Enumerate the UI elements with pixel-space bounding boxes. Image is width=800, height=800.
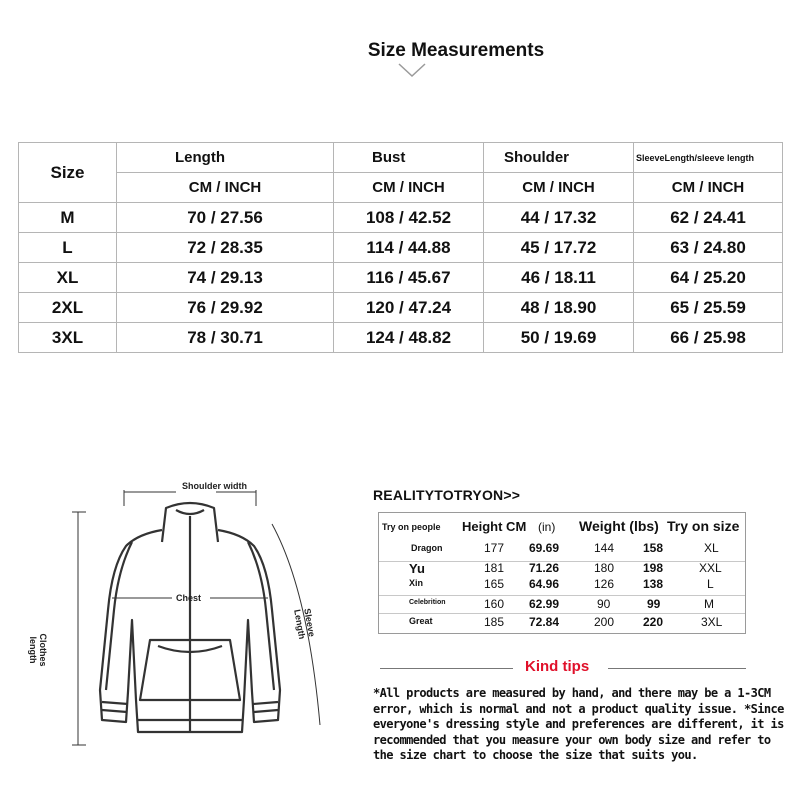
- person-name: Xin: [409, 578, 424, 588]
- size-cell: L: [19, 233, 117, 263]
- try-size: 3XL: [701, 615, 723, 629]
- list-item: [379, 541, 745, 561]
- bust-cell: 114 / 44.88: [334, 233, 484, 263]
- table-row: [19, 203, 783, 233]
- height-in: 71.26: [529, 561, 560, 575]
- height-in: 69.69: [529, 541, 560, 555]
- size-column-header: Size: [19, 143, 117, 203]
- person-name: Celebrition: [409, 599, 446, 606]
- bust-cell: 108 / 42.52: [334, 203, 484, 233]
- length-unit-header: CM / INCH: [117, 173, 334, 203]
- list-item: [379, 615, 745, 635]
- length-cell: 70 / 27.56: [117, 203, 334, 233]
- shoulder-cell: 44 / 17.32: [484, 203, 634, 233]
- person-name: Great: [409, 616, 433, 626]
- table-row: [19, 323, 783, 353]
- jacket-measurement-diagram: [28, 470, 340, 760]
- weight-1: 200: [594, 615, 615, 629]
- length-cell: 72 / 28.35: [117, 233, 334, 263]
- sleeve-column-header: SleeveLength/sleeve length: [634, 143, 783, 173]
- page-title: Size Measurements: [367, 40, 545, 61]
- sleeve-cell: 62 / 24.41: [634, 203, 783, 233]
- try-size: XL: [704, 541, 719, 555]
- weight-1: 126: [594, 577, 615, 591]
- bust-unit-header: CM / INCH: [334, 173, 484, 203]
- weight-1: 180: [594, 561, 615, 575]
- height-header: Height CM: [462, 519, 527, 534]
- weight-2: 138: [643, 577, 664, 591]
- bust-cell: 116 / 45.67: [334, 263, 484, 293]
- weight-2: 158: [643, 541, 664, 555]
- try-on-title: REALITYTOTRYON>>: [373, 487, 521, 503]
- table-row: [19, 263, 783, 293]
- length-cell: 74 / 29.13: [117, 263, 334, 293]
- kind-tips-text: *All products are measured by hand, and there may be a 1-3CM error, which is normal and not a product quality issue. *Since everyone's dressing style and preferences are different, it is recommended that you measure your own body size and refer to the size chart to choose the size that suits you.: [373, 686, 784, 762]
- shoulder-unit-header: CM / INCH: [484, 173, 634, 203]
- height-in: 72.84: [529, 615, 560, 629]
- inch-header: (in): [538, 520, 556, 534]
- try-on-table: [378, 512, 746, 634]
- height-cm: 185: [484, 615, 505, 629]
- divider: [608, 668, 746, 669]
- sleeve-cell: 66 / 25.98: [634, 323, 783, 353]
- sleeve-length-label: Sleeve Length: [292, 607, 317, 640]
- size-chart-table: [18, 142, 783, 353]
- height-cm: 181: [484, 561, 505, 575]
- sleeve-unit-header: CM / INCH: [634, 173, 783, 203]
- sleeve-cell: 64 / 25.20: [634, 263, 783, 293]
- shoulder-column-header: Shoulder: [484, 143, 634, 173]
- try-size: M: [704, 597, 714, 611]
- shoulder-cell: 45 / 17.72: [484, 233, 634, 263]
- bust-cell: 120 / 47.24: [334, 293, 484, 323]
- person-name: Dragon: [411, 543, 443, 553]
- people-header: Try on people: [382, 522, 441, 532]
- chest-label: Chest: [176, 593, 202, 603]
- list-item: [379, 597, 745, 617]
- bust-column-header: Bust: [334, 143, 484, 173]
- height-cm: 177: [484, 541, 505, 555]
- shoulder-width-label: Shoulder width: [182, 481, 247, 491]
- sleeve-cell: 65 / 25.59: [634, 293, 783, 323]
- person-name: Yu: [409, 561, 425, 576]
- divider: [380, 668, 513, 669]
- try-size: L: [707, 577, 714, 591]
- clothes-length-label: Clothes length: [28, 633, 48, 667]
- length-cell: 76 / 29.92: [117, 293, 334, 323]
- bust-cell: 124 / 48.82: [334, 323, 484, 353]
- height-cm: 160: [484, 597, 505, 611]
- sleeve-cell: 63 / 24.80: [634, 233, 783, 263]
- weight-header: Weight (lbs): [579, 518, 659, 534]
- table-row: [19, 233, 783, 263]
- try-size-header: Try on size: [667, 518, 740, 534]
- weight-1: 90: [597, 597, 611, 611]
- size-cell: M: [19, 203, 117, 233]
- length-column-header: Length: [117, 143, 334, 173]
- shoulder-cell: 46 / 18.11: [484, 263, 634, 293]
- shoulder-cell: 50 / 19.69: [484, 323, 634, 353]
- weight-2: 99: [647, 597, 661, 611]
- height-in: 62.99: [529, 597, 560, 611]
- weight-2: 220: [643, 615, 664, 629]
- list-item: [379, 577, 745, 597]
- weight-1: 144: [594, 541, 615, 555]
- table-row: [19, 293, 783, 323]
- size-cell: 3XL: [19, 323, 117, 353]
- chevron-down-icon: [398, 62, 426, 78]
- try-size: XXL: [699, 561, 722, 575]
- size-cell: XL: [19, 263, 117, 293]
- length-cell: 78 / 30.71: [117, 323, 334, 353]
- height-in: 64.96: [529, 577, 560, 591]
- weight-2: 198: [643, 561, 664, 575]
- shoulder-cell: 48 / 18.90: [484, 293, 634, 323]
- kind-tips-title: Kind tips: [525, 658, 590, 675]
- size-cell: 2XL: [19, 293, 117, 323]
- height-cm: 165: [484, 577, 505, 591]
